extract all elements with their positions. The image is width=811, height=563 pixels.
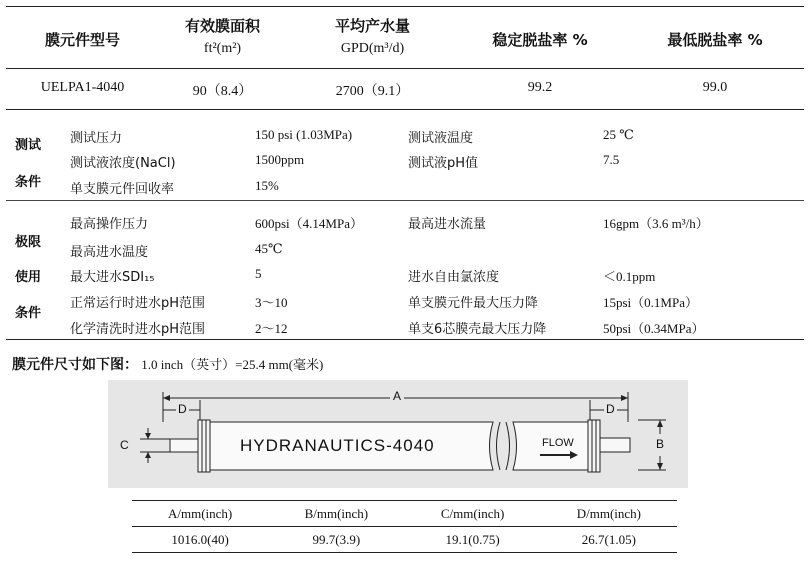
test-label-temperature: 测试液温度 xyxy=(408,131,474,146)
test-label-ph: 测试液pH值 xyxy=(408,156,479,171)
dimension-header-b: B/mm(inch) xyxy=(304,505,369,521)
header-area-title: 有效膜面积 xyxy=(184,17,260,35)
dimension-header-a: A/mm(inch) xyxy=(167,505,233,521)
limit-value-ph-cleaning: 2～12 xyxy=(255,321,288,336)
limit-value-sdi: 5 xyxy=(255,266,262,281)
test-value-temperature: 25 ℃ xyxy=(603,127,634,142)
test-label-recovery: 单支膜元件回收率 xyxy=(70,182,175,197)
dimension-label-b: B xyxy=(656,437,665,451)
test-value-pressure: 150 psi (1.03MPa) xyxy=(255,127,353,142)
header-model-title: 膜元件型号 xyxy=(44,31,120,49)
limit-value-max-flow: 16gpm（3.6 m³/h） xyxy=(603,216,709,231)
dimension-label-a: A xyxy=(390,389,404,403)
limit-label-ph-cleaning: 化学清洗时进水pH范围 xyxy=(70,322,206,337)
header-min-rejection xyxy=(640,29,790,50)
table-header-rule xyxy=(6,68,804,69)
test-side-label-1: 测试 xyxy=(15,138,42,153)
dimension-table xyxy=(132,500,677,553)
header-stable-rejection xyxy=(465,29,615,50)
dimension-header-d: D/mm(inch) xyxy=(576,505,641,521)
limit-side-label-1: 极限 xyxy=(15,235,42,250)
limit-side-label-3: 条件 xyxy=(15,306,42,321)
flow-value: 2700（9.1） xyxy=(335,84,410,99)
limit-label-sdi: 最大进水SDI₁₅ xyxy=(70,270,155,285)
table-bottom-rule xyxy=(6,339,804,340)
dimension-header-c: C/mm(inch) xyxy=(440,505,505,521)
table-top-rule xyxy=(6,6,804,7)
header-area-unit: ft²(m²) xyxy=(203,41,242,56)
dimension-value-b: 99.7(3.9) xyxy=(312,531,361,547)
header-model xyxy=(10,29,155,50)
limit-side-label-2: 使用 xyxy=(15,270,42,285)
limit-label-max-flow: 最高进水流量 xyxy=(408,217,487,232)
dimension-label-d-right: D xyxy=(606,402,615,416)
limit-label-pressure-drop-vessel: 单支6芯膜壳最大压力降 xyxy=(408,322,547,337)
stable-rejection-value: 99.2 xyxy=(527,80,553,95)
section-divider xyxy=(6,200,804,201)
test-label-pressure: 测试压力 xyxy=(70,131,123,146)
dimension-label-c: C xyxy=(120,438,129,452)
membrane-diagram xyxy=(108,380,688,488)
limit-label-chlorine: 进水自由氯浓度 xyxy=(408,270,500,285)
limit-label-pressure-drop-element: 单支膜元件最大压力降 xyxy=(408,296,539,311)
dimension-note xyxy=(12,354,323,374)
limit-value-max-pressure: 600psi（4.14MPa） xyxy=(255,216,363,231)
test-side-label-2: 条件 xyxy=(15,175,42,190)
test-value-ph: 7.5 xyxy=(603,152,620,167)
limit-value-max-temperature: 45℃ xyxy=(255,241,283,256)
dimension-table-row xyxy=(132,527,677,552)
dimension-table-header xyxy=(132,501,677,527)
area-value: 90（8.4） xyxy=(192,84,253,99)
membrane-brand-text: HYDRANAUTICS-4040 xyxy=(240,436,435,455)
dimension-note-title: 膜元件尺寸如下图： xyxy=(12,357,138,373)
dimension-label-d-left: D xyxy=(178,402,187,416)
test-value-concentration: 1500ppm xyxy=(255,152,305,167)
limit-value-ph-normal: 3～10 xyxy=(255,295,288,310)
limit-label-max-temperature: 最高进水温度 xyxy=(70,245,149,260)
flow-label: FLOW xyxy=(542,437,574,449)
header-min-rejection-title: 最低脱盐率 % xyxy=(667,31,763,49)
dimension-value-d: 26.7(1.05) xyxy=(581,531,636,547)
dimension-value-a: 1016.0(40) xyxy=(171,531,229,547)
header-area xyxy=(150,15,295,57)
limit-label-max-pressure: 最高操作压力 xyxy=(70,217,149,232)
test-label-concentration: 测试液浓度(NaCl) xyxy=(70,156,176,171)
table-body-rule xyxy=(6,109,804,110)
header-flow-unit: GPD(m³/d) xyxy=(340,41,405,56)
header-stable-rejection-title: 稳定脱盐率 % xyxy=(492,31,588,49)
min-rejection-value: 99.0 xyxy=(702,80,728,95)
header-flow xyxy=(300,15,445,57)
limit-label-ph-normal: 正常运行时进水pH范围 xyxy=(70,296,206,311)
limit-value-pressure-drop-element: 15psi（0.1MPa） xyxy=(603,295,698,310)
model-value: UELPA1-4040 xyxy=(40,80,125,95)
limit-value-chlorine: ＜0.1ppm xyxy=(603,269,656,284)
limit-value-pressure-drop-vessel: 50psi（0.34MPa） xyxy=(603,321,705,336)
dimension-value-c: 19.1(0.75) xyxy=(445,531,500,547)
header-flow-title: 平均产水量 xyxy=(334,17,410,35)
test-value-recovery: 15% xyxy=(255,178,279,193)
dimension-note-text: 1.0 inch（英寸）=25.4 mm(毫米) xyxy=(141,357,324,372)
